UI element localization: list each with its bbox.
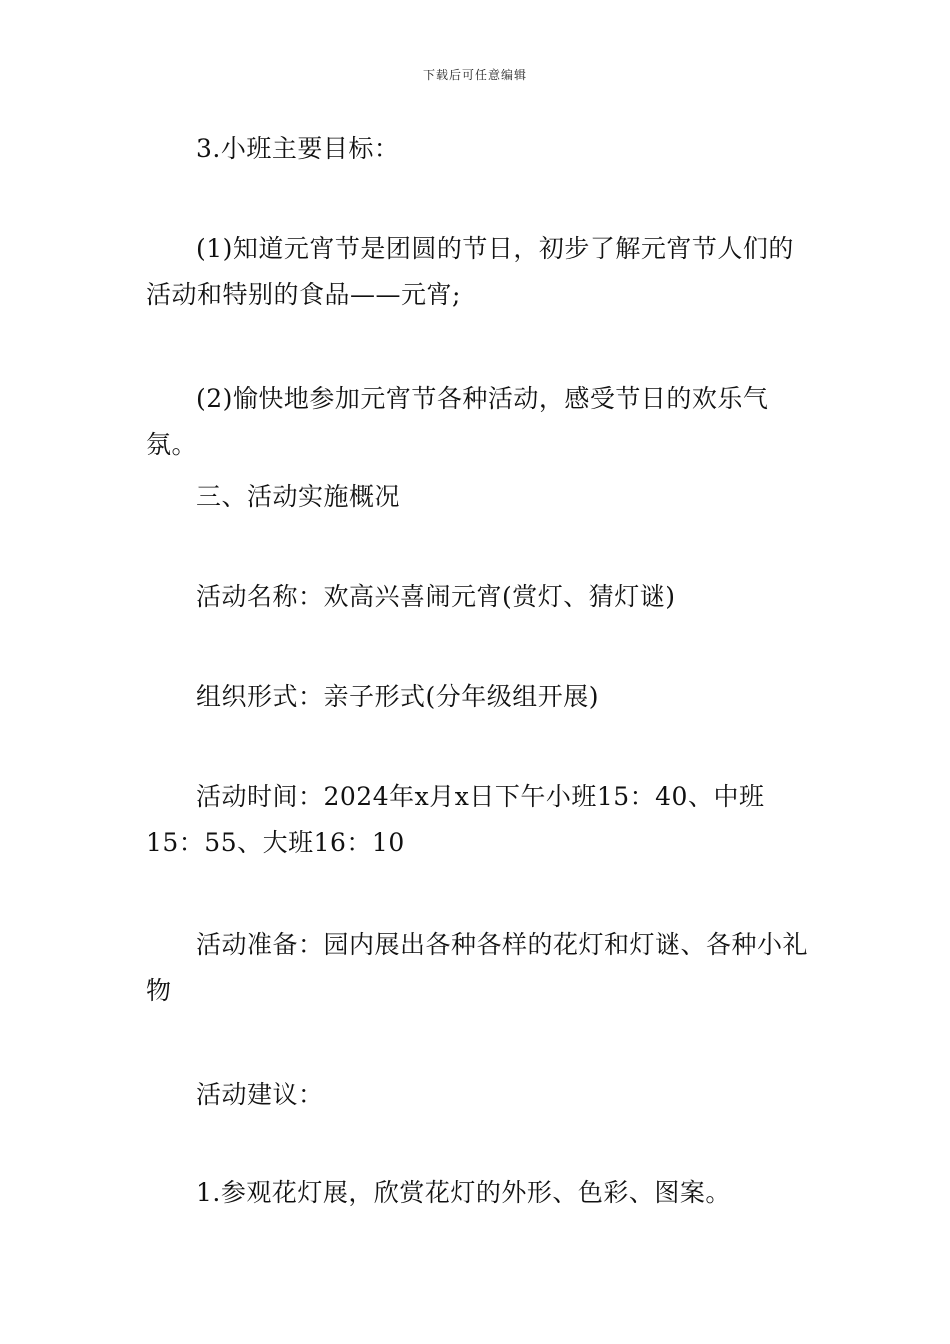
paragraph-activity-preparation: 活动准备：园内展出各种各样的花灯和灯谜、各种小礼物 — [146, 930, 809, 1005]
paragraph-small-class-goals: 3.小班主要目标： — [196, 134, 400, 163]
page-header-note: 下载后可任意编辑 — [422, 68, 527, 82]
paragraph-organization-form: 组织形式：亲子形式(分年级组开展) — [196, 682, 600, 711]
paragraph-goal-1: (1)知道元宵节是团圆的节日，初步了解元宵节人们的活动和特别的食品——元宵; — [146, 234, 794, 309]
paragraph-activity-time: 活动时间：2024年x月x日下午小班15：40、中班15：55、大班16：10 — [146, 782, 765, 857]
paragraph-activity-suggestions: 活动建议： — [196, 1080, 324, 1109]
section-heading-activity-overview: 三、活动实施概况 — [196, 482, 401, 511]
paragraph-activity-name: 活动名称：欢高兴喜闹元宵(赏灯、猜灯谜) — [196, 582, 676, 611]
paragraph-goal-2: (2)愉快地参加元宵节各种活动，感受节日的欢乐气氛。 — [146, 384, 769, 459]
paragraph-suggestion-1: 1.参观花灯展，欣赏花灯的外形、色彩、图案。 — [196, 1178, 731, 1207]
